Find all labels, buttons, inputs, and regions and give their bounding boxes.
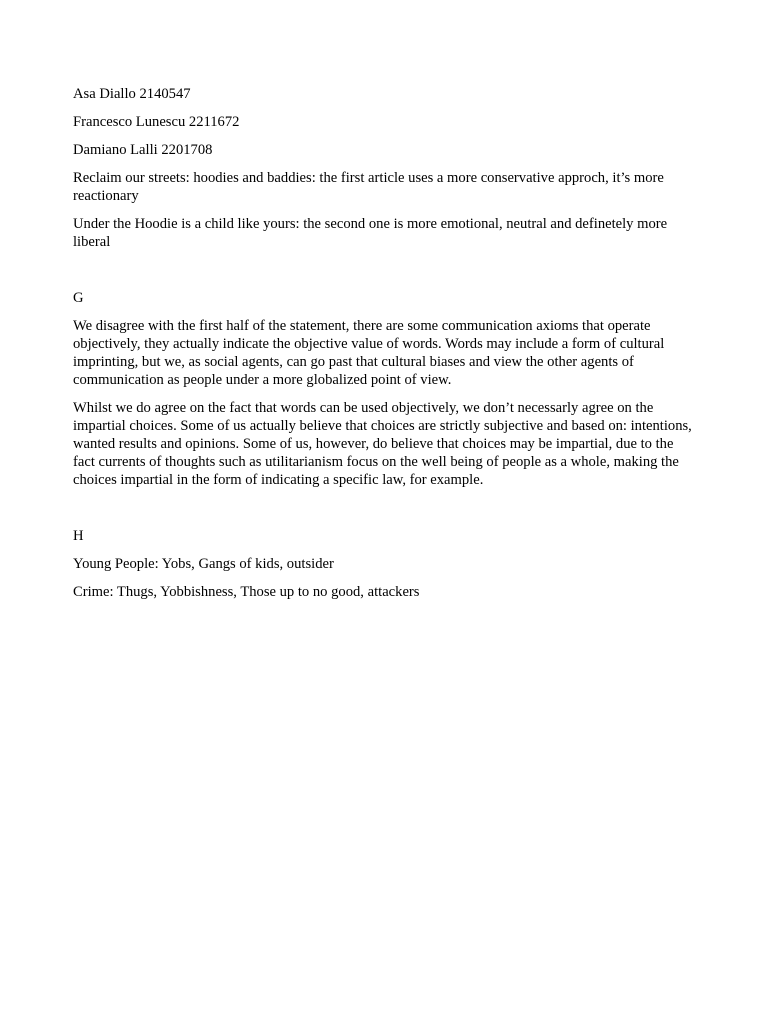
section-h-line: Young People: Yobs, Gangs of kids, outsider xyxy=(73,556,334,572)
author-line: Asa Diallo 2140547 xyxy=(73,86,191,102)
section-h-line: Crime: Thugs, Yobbishness, Those up to no good, attackers xyxy=(73,584,420,600)
article-summary: Reclaim our streets: hoodies and baddies: the first article uses a more conservative approch, it’s more reactionary xyxy=(73,170,664,204)
section-g-paragraph: Whilst we do agree on the fact that words can be used objectively, we don’t necessarly agree on the impartial choices. Some of us actually believe that choices are strictly subjective and based on: intentions, wanted results and opinions. Some of us, however, do believe that choices may be impartial, due to the fact currents of thoughts such as utilitarianism focus on the well being of people as a whole, making the choices impartial in the form of indicating a specific law, for example. xyxy=(73,400,692,488)
author-line: Francesco Lunescu 2211672 xyxy=(73,114,240,130)
author-line: Damiano Lalli 2201708 xyxy=(73,142,213,158)
article-summary: Under the Hoodie is a child like yours: the second one is more emotional, neutral and definetely more liberal xyxy=(73,216,668,250)
section-g-paragraph: We disagree with the first half of the statement, there are some communication axioms that operate objectively, they actually indicate the objective value of words. Words may include a form of cultural imprinting, but we, as social agents, can go past that cultural biases and view the other agents of communication as people under a more globalized point of view. xyxy=(73,318,665,388)
blank-line xyxy=(73,499,695,527)
document-page xyxy=(73,85,695,611)
section-heading-h: H xyxy=(73,528,84,544)
blank-line xyxy=(73,261,695,289)
section-heading-g: G xyxy=(73,290,84,306)
